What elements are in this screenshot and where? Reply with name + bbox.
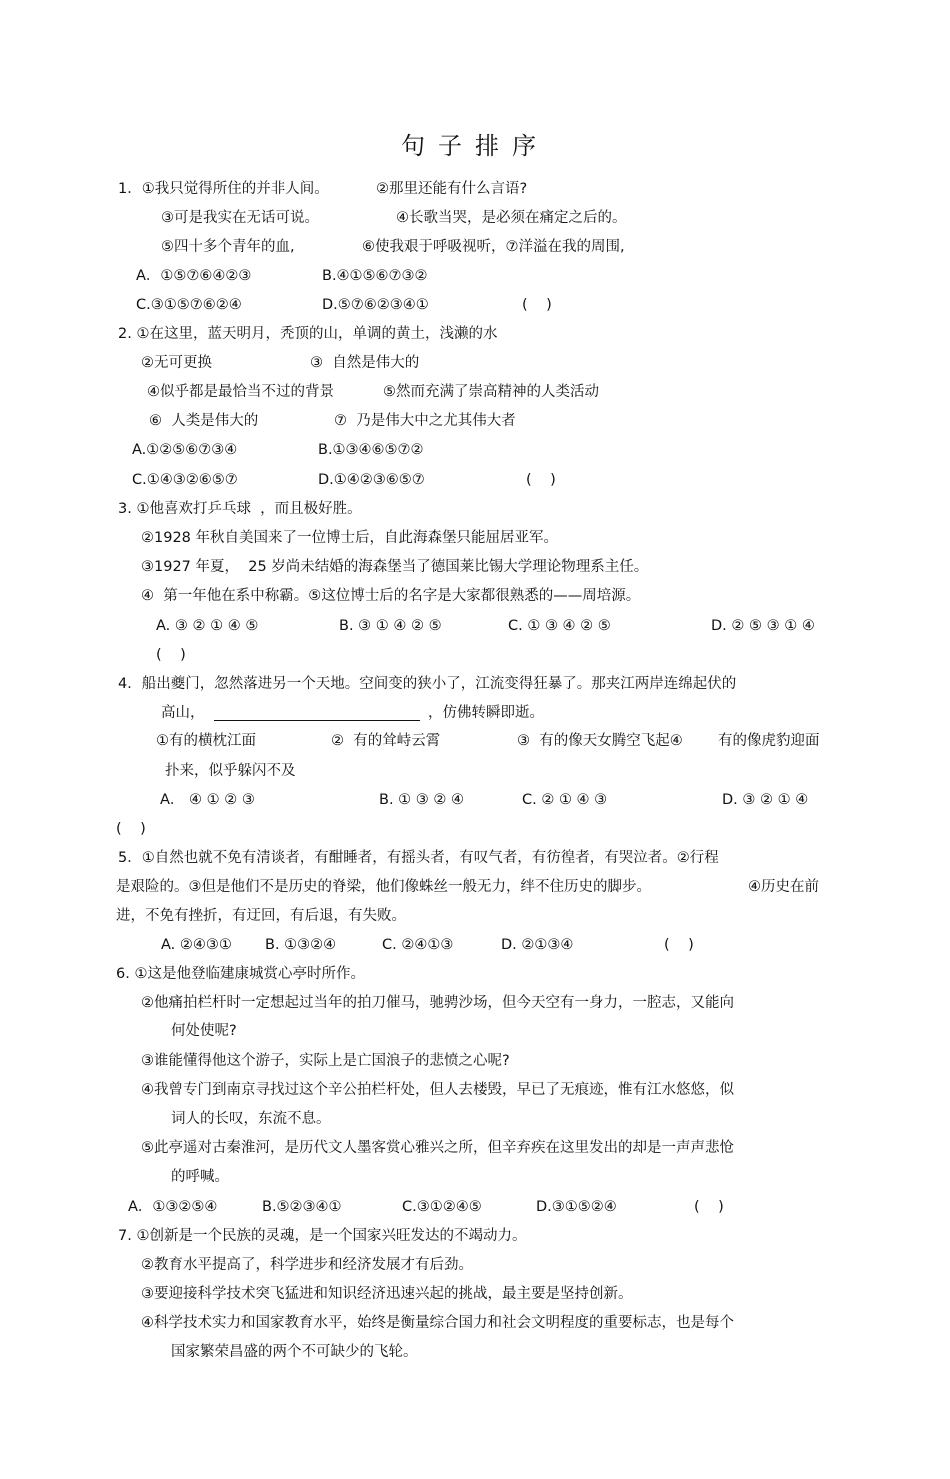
q3-stem: 3. ①他喜欢打乒乓球 ，而且极好胜。 — [118, 501, 362, 517]
q3-option-a: A. ③ ② ① ④ ⑤ — [156, 618, 259, 634]
q2-option-c: C.①④③②⑥⑤⑦ — [132, 472, 238, 488]
q4-sentence-4-cont: 扑来，似乎躲闪不及 — [165, 763, 296, 779]
page-title: 句子排序 — [401, 132, 549, 160]
q2-sentence-6: ⑥ 人类是伟大的 — [149, 413, 259, 429]
q6-answer-paren: ( ) — [694, 1199, 724, 1215]
q3-option-d: D. ② ⑤ ③ ① ④ — [711, 618, 815, 634]
q6-sentence-4-cont: 词人的长叹，东流不息。 — [171, 1111, 331, 1127]
q4-answer-blank — [214, 720, 420, 721]
q5-option-c: C. ②④①③ — [382, 937, 454, 953]
q5-option-d: D. ②①③④ — [501, 937, 574, 953]
q3-option-c: C. ① ③ ④ ② ⑤ — [508, 618, 611, 634]
q6-sentence-2-cont: 何处使呢? — [171, 1023, 237, 1039]
q1-option-d: D.⑤⑦⑥②③④① — [322, 297, 429, 313]
q1-sentence-5: ⑤四十多个青年的血, — [161, 239, 295, 255]
q4-stem: 4．船出夔门，忽然落进另一个天地。空间变的狭小了，江流变得狂暴了。那夹江两岸连绵起伏的 — [118, 676, 737, 692]
q7-sentence-3: ③要迎接科学技术突飞猛进和知识经济迅速兴起的挑战，最主要是坚持创新。 — [141, 1286, 633, 1302]
q6-option-b: B.⑤②③④① — [262, 1199, 342, 1215]
q4-sentence-4: 有的像虎豹迎面 — [718, 733, 820, 749]
q5-option-a: A. ②④③① — [161, 937, 232, 953]
q4-line-2-end: ，仿佛转瞬即逝。 — [428, 705, 544, 721]
q1-sentence-4: ④长歌当哭，是必须在痛定之后的。 — [396, 210, 627, 226]
q2-option-a: A.①②⑤⑥⑦③④ — [132, 442, 238, 458]
q1-sentence-2: ②那里还能有什么言语? — [376, 181, 528, 197]
q6-option-d: D.③①⑤②④ — [536, 1199, 617, 1215]
q4-option-b: B. ① ③ ② ④ — [379, 792, 464, 808]
q2-sentence-5: ⑤然而充满了崇高精神的人类活动 — [383, 384, 599, 400]
q4-line-2-start: 高山， — [161, 705, 205, 721]
q2-sentence-3: ③ 自然是伟大的 — [310, 355, 420, 371]
q6-sentence-4: ④我曾专门到南京寻找过这个辛公拍栏杆处，但人去楼毁，早已了无痕迹，惟有江水悠悠，似 — [141, 1082, 734, 1098]
q3-answer-paren: ( ) — [156, 647, 186, 663]
q4-option-c: C. ② ① ④ ③ — [522, 792, 608, 808]
q4-sentence-3: ③ 有的像天女腾空飞起④ — [517, 733, 683, 749]
q3-sentence-4: ④ 第一年他在系中称霸。⑤这位博士后的名字是大家都很熟悉的——周培源。 — [141, 588, 641, 604]
q5-line-2-end: ④历史在前 — [748, 879, 819, 895]
q4-sentence-1: ①有的横枕江面 — [156, 733, 256, 749]
q6-sentence-2: ②他痛拍栏杆时一定想起过当年的拍刀催马，驰骋沙场，但今天空有一身力，一腔志，又能向 — [141, 995, 734, 1011]
q1-sentence-3: ③可是我实在无话可说。 — [161, 210, 319, 226]
q5-line-3: 进，不免有挫折，有迂回，有后退，有失败。 — [116, 908, 406, 924]
q7-stem: 7. ①创新是一个民族的灵魂，是一个国家兴旺发达的不竭动力。 — [118, 1228, 527, 1244]
q2-stem: 2. ①在这里，蓝天明月，秃顶的山，单调的黄土，浅濑的水 — [118, 326, 498, 342]
q5-line-2: 是艰险的。③但是他们不是历史的脊梁，他们像蛛丝一般无力，绊不住历史的脚步。 — [116, 879, 651, 895]
q6-sentence-3: ③谁能懂得他这个游子，实际上是亡国浪子的悲愤之心呢? — [141, 1053, 510, 1069]
q7-sentence-4-cont: 国家繁荣昌盛的两个不可缺少的飞轮。 — [171, 1344, 418, 1360]
q2-answer-paren: ( ) — [526, 472, 556, 488]
q6-sentence-5: ⑤此亭遥对古秦淮河，是历代文人墨客赏心雅兴之所，但辛弃疾在这里发出的却是一声声悲怆 — [141, 1140, 734, 1156]
q3-sentence-3: ③1927 年夏， 25 岁尚未结婚的海森堡当了德国莱比锡大学理论物理系主任。 — [141, 559, 649, 575]
q2-option-b: B.①③④⑥⑤⑦② — [318, 442, 424, 458]
q4-answer-paren: ( ) — [116, 821, 146, 837]
q6-option-c: C.③①②④⑤ — [402, 1199, 482, 1215]
q1-option-b: B.④①⑤⑥⑦③② — [322, 268, 428, 284]
q2-sentence-7: ⑦ 乃是伟大中之尤其伟大者 — [334, 413, 516, 429]
q2-sentence-2: ②无可更换 — [141, 355, 212, 371]
q1-option-a: A．①⑤⑦⑥④②③ — [136, 268, 252, 284]
q5-answer-paren: ( ) — [664, 937, 694, 953]
q7-sentence-4: ④科学技术实力和国家教育水平，始终是衡量综合国力和社会文明程度的重要标志，也是每个 — [141, 1315, 734, 1331]
q1-sentence-6: ⑥使我艰于呼吸视听，⑦洋溢在我的周围, — [362, 239, 625, 255]
q7-sentence-2: ②教育水平提高了，科学进步和经济发展才有后劲。 — [141, 1257, 473, 1273]
q4-option-a: A． ④ ① ② ③ — [160, 792, 255, 808]
q6-stem: 6. ①这是他登临建康城赏心亭时所作。 — [116, 966, 365, 982]
q1-answer-paren: ( ) — [522, 297, 552, 313]
q4-option-d: D. ③ ② ① ④ — [722, 792, 809, 808]
q3-option-b: B. ③ ① ④ ② ⑤ — [339, 618, 442, 634]
q2-option-d: D.①④②③⑥⑤⑦ — [318, 472, 425, 488]
q3-sentence-2: ②1928 年秋自美国来了一位博士后，自此海森堡只能屈居亚军。 — [141, 530, 559, 546]
q5-line-1: 5．①自然也就不免有清谈者，有酣睡者，有摇头者，有叹气者，有彷徨者，有哭泣者。②行程 — [118, 850, 719, 866]
q4-sentence-2: ② 有的耸峙云霄 — [331, 733, 441, 749]
q6-option-a: A．①③②⑤④ — [128, 1199, 218, 1215]
q2-sentence-4: ④似乎都是最恰当不过的背景 — [147, 384, 334, 400]
q5-option-b: B. ①③②④ — [265, 937, 337, 953]
q1-stem: 1．①我只觉得所住的并非人间。 — [118, 181, 329, 197]
q6-sentence-5-cont: 的呼喊。 — [171, 1169, 229, 1185]
q1-option-c: C.③①⑤⑦⑥②④ — [136, 297, 242, 313]
